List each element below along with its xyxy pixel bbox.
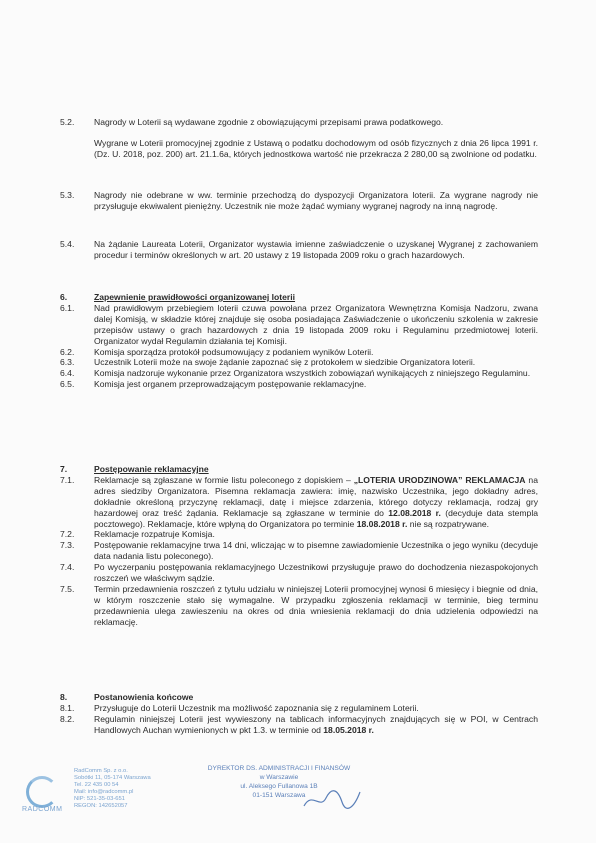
item-text: Po wyczerpaniu postępowania reklamacyjnego Uczestnikowi przysługuje prawo do dochodzenia niezaspokojonych roszczeń we właściwym sądzie. <box>94 562 538 584</box>
section-number: 8. <box>60 692 68 702</box>
item-text: Regulamin niniejszej Loterii jest wywieszony na tablicach informacyjnych znajdujących się w POI, w Centrach Handlowych Auchan wymienionych w pkt 1.3. w terminie od 18.05.2018 r. <box>94 713 538 735</box>
item-number: 7.1. <box>60 474 75 485</box>
section-5-2 <box>60 117 538 160</box>
item-text: Reklamacje rozpatruje Komisja. <box>94 529 215 540</box>
company-logo-icon <box>26 776 58 808</box>
item-text: Termin przedawnienia roszczeń z tytułu udziału w niniejszej Loterii promocyjnej wynosi 6 miesięcy i biegnie od dnia, w którym roszczenie stało się wymagalne. W przypadku zgłoszenia reklamacji w terminie, bieg terminu przedawnienia ulega zawieszeniu na okres od dnia wniesienia reklamacji do dnia udzielenia odpowiedzi na reklamację. <box>94 583 538 627</box>
item-number: 7.5. <box>60 583 75 594</box>
item-number: 5.2. <box>60 117 75 127</box>
item-number: 6.1. <box>60 302 75 313</box>
item-number: 8.1. <box>60 702 75 713</box>
item-number: 7.4. <box>60 562 75 573</box>
section-number: 6. <box>60 292 68 302</box>
section-heading: Zapewnienie prawidłowości organizowanej loterii <box>94 292 296 302</box>
section-8 <box>60 692 538 736</box>
signature-icon <box>302 786 362 812</box>
item-number: 8.2. <box>60 713 75 724</box>
section-6 <box>60 292 538 390</box>
footer <box>22 764 351 834</box>
item-number: 5.4. <box>60 239 75 249</box>
tax-paragraph: Wygrane w Loterii promocyjnej zgodnie z Ustawą o podatku dochodowym od osób fizycznych z dnia 26 lipca 1991 r. (Dz. U. 2018, poz. 200) art. 21.1.6a, których jednostkowa wartość nie przekracza 2 280,00 są zwolnione od podatku. <box>94 137 538 159</box>
item-text: Komisja jest organem przeprowadzającym postępowanie reklamacyjne. <box>94 379 367 390</box>
item-number: 6.4. <box>60 368 75 379</box>
company-details: RadComm Sp. z o.o. Sobótki 11, 05-174 Warszawa Tel. 22 435 00 54 Mail: info@radcomm.pl NIP: 521-35-03-651 REGON: 142652057 <box>74 768 151 809</box>
item-text: Przysługuje do Loterii Uczestnik ma możliwość zapoznania się z regulaminem Loterii. <box>94 702 419 713</box>
official-stamp: DYREKTOR DS. ADMINISTRACJI I FINANSÓW w Warszawie ul. Aleksego Fullanowa 1B 01-151 Warszawa <box>207 765 351 799</box>
section-heading: Postanowienia końcowe <box>94 692 194 702</box>
item-text: Reklamacje są zgłaszane w formie listu poleconego z dopiskiem – „LOTERIA URODZINOWA” REKLAMACJA na adres siedziby Organizatora. Pisemna reklamacja zawiera: imię, nazwisko Uczestnika, jego dokładny adres, dokładnie określoną przyczynę reklamacji, datę i miejsce zdarzenia, którego dotyczy reklamacja, rodzaj gry hazardowej oraz treść żądania. Reklamacje są zgłaszane w terminie do 12.08.2018 r. (decyduje data stempla pocztowego). Reklamacje, które wpłyną do Organizatora po terminie 18.08.2018 r. nie są rozpatrywane. <box>94 474 539 529</box>
item-number: 5.3. <box>60 190 75 200</box>
item-text: Nagrody w Loterii są wydawane zgodnie z obowiązującymi przepisami prawa podatkowego. <box>94 117 444 127</box>
item-number: 6.5. <box>60 379 75 390</box>
item-number: 7.2. <box>60 529 75 540</box>
section-5-4 <box>60 239 538 261</box>
company-logo-text: RADCOMM <box>22 806 63 813</box>
section-heading: Postępowanie reklamacyjne <box>94 464 209 474</box>
item-number: 6.2. <box>60 346 75 357</box>
item-text: Komisja nadzoruje wykonanie przez Organizatora wszystkich zobowiązań wynikających z niniejszego Regulaminu. <box>94 368 531 379</box>
item-text: Komisja sporządza protokół podsumowujący z podaniem wyników Loterii. <box>94 346 374 357</box>
item-text: Nad prawidłowym przebiegiem loterii czuwa powołana przez Organizatora Wewnętrzna Komisja Nadzoru, zwana dalej Komisją, w składzie której znajduje się osoba posiadająca Zaświadczenie o ukończeniu szkolenia w zakresie przepisów ustawy o grach hazardowych z dnia 19 listopada 2009 roku i Regulaminu przedmiotowej loterii. Organizator wydał Regulamin działania tej Komisji. <box>94 302 538 346</box>
item-number: 6.3. <box>60 357 75 368</box>
item-number: 7.3. <box>60 540 75 551</box>
section-number: 7. <box>60 464 68 474</box>
item-text: Uczestnik Loterii może na swoje żądanie zapoznać się z protokołem w siedzibie Organizatora loterii. <box>94 357 476 368</box>
item-text: Na żądanie Laureata Loterii, Organizator wystawia imienne zaświadczenie o uzyskanej Wygranej z zachowaniem procedur i terminów określonych w art. 20 ustawy z 19 listopada 2009 roku o grach hazardowych. <box>94 239 538 260</box>
section-5-3 <box>60 190 538 212</box>
item-text: Postępowanie reklamacyjne trwa 14 dni, wliczając w to pisemne zawiadomienie Uczestnika o jego wyniku (decyduje data nadania listu poleconego). <box>94 540 538 562</box>
section-7 <box>60 464 538 628</box>
item-text: Nagrody nie odebrane w ww. terminie przechodzą do dyspozycji Organizatora loterii. Za wygrane nagrody nie przysługuje ekwiwalent pieniężny. Uczestnik nie może żądać wymiany wygranej nagrody na inną nagrodę. <box>94 190 538 211</box>
